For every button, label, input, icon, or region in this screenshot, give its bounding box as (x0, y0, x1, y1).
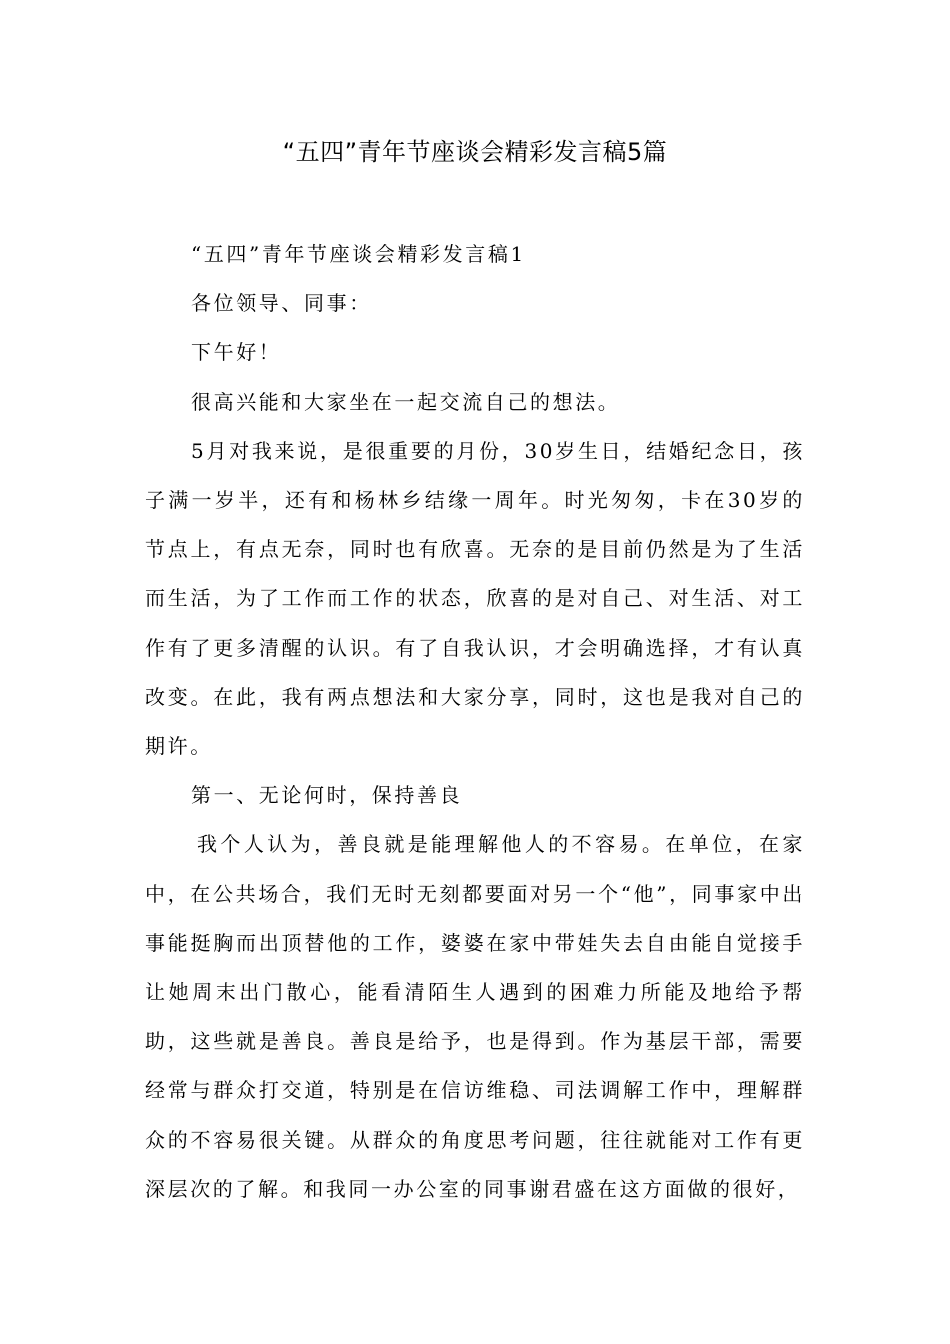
body-paragraph: 很高兴能和大家坐在一起交流自己的想法。 (191, 389, 621, 414)
salutation: 各位领导、同事： (191, 291, 372, 316)
body-paragraph: 我个人认为，善良就是能理解他人的不容易。在单位，在家中，在公共场合，我们无时无刻都要面对另一个“他”，同事家中出事能挺胸而出顶替他的工作，婆婆在家中带娃失去自由能自觉接手让她周末出门散心，能看清陌生人遇到的困难力所能及地给予帮助，这些就是善良。善良是给予，也是得到。作为基层干部，需要经常与群众打交道，特别是在信访维稳、司法调解工作中，理解群众的不容易很关键。从群众的角度思考问题，往往就能对工作有更深层次的了解。和我同一办公室的同事谢君盛在这方面做的很好， (145, 832, 805, 1201)
document-body (145, 230, 805, 1214)
greeting: 下午好！ (191, 340, 282, 365)
subheading: 第一、无论何时，保持善良 (191, 783, 463, 808)
section-heading: “五四”青年节座谈会精彩发言稿1 (191, 242, 526, 266)
body-paragraph: 5月对我来说，是很重要的月份，30岁生日，结婚纪念日，孩子满一岁半，还有和杨林乡结缘一周年。时光匆匆，卡在30岁的节点上，有点无奈，同时也有欣喜。无奈的是目前仍然是为了生活而生活，为了工作而工作的状态，欣喜的是对自己、对生活、对工作有了更多清醒的认识。有了自我认识，才会明确选择，才有认真改变。在此，我有两点想法和大家分享，同时，这也是我对自己的期许。 (145, 438, 805, 759)
document-title: “五四”青年节座谈会精彩发言稿5篇 (282, 138, 668, 166)
